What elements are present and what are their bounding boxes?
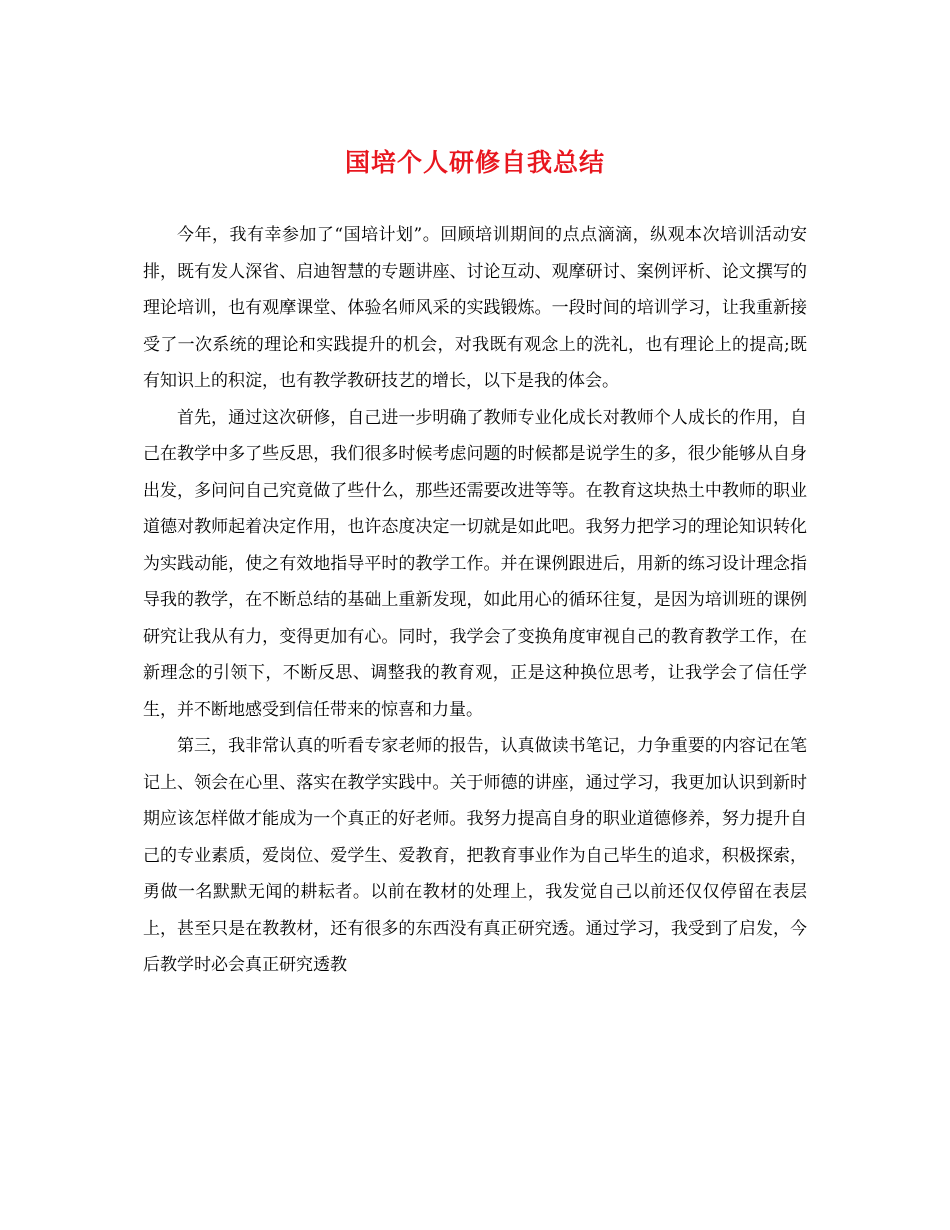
document-body: [143, 217, 807, 984]
document-title: 国培个人研修自我总结: [344, 148, 605, 177]
paragraph-2: 首先，通过这次研修，自己进一步明确了教师专业化成长对教师个人成长的作用，自己在教学中多了些反思，我们很多时候考虑问题的时候都是说学生的多，很少能够从自身出发，多问问自己究竟做了些什么，那些还需要改进等等。在教育这块热土中教师的职业道德对教师起着决定作用，也许态度决定一切就是如此吧。我努力把学习的理论知识转化为实践动能，使之有效地指导平时的教学工作。并在课例跟进后，用新的练习设计理念指导我的教学，在不断总结的基础上重新发现，如此用心的循环往复，是因为培训班的课例研究让我从有力，变得更加有心。同时，我学会了变换角度审视自己的教育教学工作，在新理念的引领下，不断反思、调整我的教育观，正是这种换位思考，让我学会了信任学生，并不断地感受到信任带来的惊喜和力量。: [143, 407, 807, 720]
paragraph-1: 今年，我有幸参加了“国培计划”。回顾培训期间的点点滴滴，纵观本次培训活动安排，既有发人深省、启迪智慧的专题讲座、讨论互动、观摩研讨、案例评析、论文撰写的理论培训，也有观摩课堂、体验名师风采的实践锻炼。一段时间的培训学习，让我重新接受了一次系统的理论和实践提升的机会，对我既有观念上的洗礼，也有理论上的提高;既有知识上的积淀，也有教学教研技艺的增长，以下是我的体会。: [143, 225, 807, 391]
paragraph-3: 第三，我非常认真的听看专家老师的报告，认真做读书笔记，力争重要的内容记在笔记上、领会在心里、落实在教学实践中。关于师德的讲座，通过学习，我更加认识到新时期应该怎样做才能成为一个真正的好老师。我努力提高自身的职业道德修养，努力提升自己的专业素质，爱岗位、爱学生、爱教育，把教育事业作为自己毕生的追求，积极探索，勇做一名默默无闻的耕耘者。以前在教材的处理上，我发觉自己以前还仅仅停留在表层上，甚至只是在教教材，还有很多的东西没有真正研究透。通过学习，我受到了启发，今后教学时必会真正研究透教: [143, 736, 807, 975]
